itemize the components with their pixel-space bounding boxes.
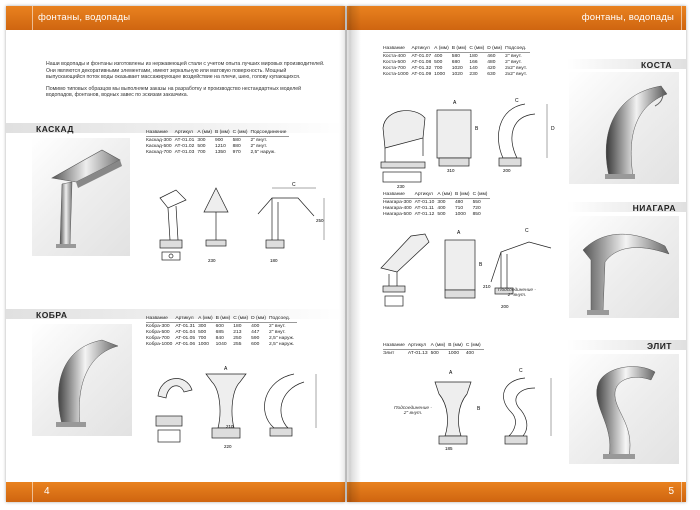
table-cell: АТ-01.07 [411,54,432,59]
table-cell: 400 [437,206,446,211]
kobra-title: КОБРА [36,310,68,320]
kobra-dim-a: A [224,366,228,372]
left-page-number: 4 [44,486,50,497]
table-cell: 180 [233,324,242,329]
kaskad-technical-drawings [146,178,336,273]
column-header: А (мм) [198,316,216,323]
table-cell: 590 [251,336,260,341]
table-cell: 2" внут. [250,138,268,143]
table-cell: 500 [197,144,206,149]
header-divider [32,6,33,30]
table-cell: АТ-01.03 [174,150,195,155]
niagara-connection-note: Подсоединение - 2" внут. [497,288,536,298]
table-row [146,335,297,341]
right-page-header [347,6,686,30]
left-page [6,6,345,502]
table-cell: 2x2" внут. [505,66,527,71]
table-cell: Кобра-1000 [146,342,173,347]
table-cell: 710 [454,206,464,211]
table-cell: 500 [430,351,439,356]
column-header: В (мм) [215,130,233,137]
table-row [383,350,484,357]
right-page-number: 5 [668,486,674,497]
elit-spec-table [383,343,484,356]
table-cell: 2" внут. [250,144,268,149]
column-header: Артикул [415,192,438,199]
table-cell: 300 [197,138,206,143]
table-cell: Каскад-700 [146,150,172,155]
kobra-technical-drawings [146,366,336,461]
niagara-spec-table [383,192,490,217]
table-cell: 1000 [454,212,466,217]
table-cell: 1020 [451,72,463,77]
table-cell: АТ-01.12 [414,212,435,217]
table-cell: 166 [469,60,478,65]
elit-connection-note: Подсоединение - 2" внут. [393,406,432,416]
table-cell: 500 [198,330,207,335]
niagara-dim-a: A [457,230,461,236]
kosta-section-bar [567,59,686,69]
column-header: С (мм) [473,192,491,199]
kaskad-photo [32,138,130,256]
table-cell: 2" внут. [269,330,286,335]
table-cell: 460 [487,54,496,59]
intro-paragraph-2: Помимо типовых образцов мы выполняем заказы на разработку и производство нестандартных моделей водопадов, фонтанов, водных завес по эскизам заказчика. [46,85,302,99]
kosta-dim-310: 310 [447,168,455,173]
left-header-title: фонтаны, водопады [38,12,131,23]
table-cell: Элит [383,351,395,356]
table-cell: 1040 [215,342,227,347]
column-header: Артикул [175,130,198,137]
kobra-dim-210: 210 [226,424,234,429]
table-cell: 230 [469,72,478,77]
column-header: Артикул [411,46,434,53]
column-header: А (мм) [197,130,215,137]
table-cell: АТ-01.06 [175,342,196,347]
table-cell: 600 [215,324,224,329]
elit-dim-b: B [477,406,481,412]
table-cell: АТ-01.01 [174,138,195,143]
table-cell: АТ-01.10 [414,200,435,205]
table-row [146,329,297,335]
footer-divider [681,482,682,502]
table-cell: Коста-500 [383,60,406,65]
table-cell: 580 [232,138,241,143]
niagara-dim-210: 210 [483,284,491,289]
table-row [146,341,297,347]
table-row [146,149,289,155]
table-cell: АТ-01.02 [174,144,195,149]
column-header: Название [383,343,408,350]
table-cell: Каскад-300 [146,138,172,143]
table-cell: 1000 [198,342,209,347]
kosta-technical-drawings [375,96,565,196]
table-row [383,59,530,65]
table-cell: 1000 [434,72,446,77]
niagara-dim-b: B [479,262,483,268]
table-row [383,205,490,211]
column-header: В (мм) [455,192,473,199]
column-header: Артикул [175,316,198,323]
right-header-title: фонтаны, водопады [581,12,674,23]
table-cell: 1000 [448,351,460,356]
column-header: Название [146,316,175,323]
kosta-spec-table [383,46,530,77]
table-cell: Ниагара-500 [383,212,412,217]
table-cell: АТ-01.13 [407,351,428,356]
table-row [146,323,297,330]
table-cell: 840 [215,336,224,341]
column-header: С (мм) [233,130,251,137]
table-cell: 700 [434,66,443,71]
table-cell: АТ-01.05 [175,336,196,341]
table-cell: 400 [434,54,443,59]
column-header: Артикул [408,343,431,350]
table-cell: Ниагара-300 [383,200,412,205]
niagara-dim-c: C [525,228,529,234]
elit-dim-a: A [449,370,453,376]
kaskad-dim-230: 230 [208,258,216,263]
table-row [383,199,490,206]
table-cell: 300 [198,324,207,329]
kaskad-spec-table [146,130,289,155]
column-header: Подсоед. [505,46,530,53]
kaskad-dim-180: 180 [270,258,278,263]
table-cell: 600 [251,342,260,347]
table-cell: 2x2" внут. [505,72,527,77]
table-row [383,53,530,60]
column-header: Название [383,192,415,199]
column-header: Подсоед. [269,316,297,323]
table-cell: АТ-01.09 [411,72,432,77]
elit-title: ЭЛИТ [647,341,672,351]
table-cell: 447 [251,330,260,335]
table-cell: 250 [233,336,242,341]
table-cell: 900 [214,138,224,143]
table-cell: АТ-01.32 [411,66,432,71]
column-header: А (мм) [431,343,449,350]
column-header: А (мм) [434,46,452,53]
kosta-dim-c: C [515,98,519,104]
column-header: С (мм) [233,316,251,323]
kaskad-title: КАСКАД [36,124,74,134]
right-page [347,6,686,502]
table-row [383,211,490,217]
column-header: В (мм) [452,46,470,53]
kobra-photo [32,324,132,436]
table-cell: 850 [472,212,481,217]
table-cell: 2,5" наруж. [269,342,295,347]
right-page-footer [347,482,686,502]
table-cell: 400 [465,351,474,356]
kosta-dim-b: B [475,126,479,132]
column-header: D (мм) [487,46,505,53]
table-cell: АТ-01.08 [411,60,432,65]
table-cell: 2,5" наруж. [250,150,276,155]
table-cell: 550 [472,200,481,205]
table-cell: 720 [472,206,481,211]
niagara-section-bar [567,202,686,212]
table-cell: 500 [434,60,443,65]
niagara-title: НИАГАРА [632,203,676,213]
table-cell: 2,5" наруж. [269,336,295,341]
kobra-dim-220: 220 [224,444,232,449]
table-row [383,65,530,71]
table-cell: АТ-01.31 [175,324,196,329]
left-page-footer [6,482,345,502]
column-header: А (мм) [437,192,455,199]
elit-photo [569,354,679,464]
kobra-spec-table [146,316,297,347]
kosta-photo [569,72,679,184]
table-cell: АТ-01.11 [414,206,434,211]
table-cell: 213 [233,330,242,335]
table-cell: 1020 [451,66,463,71]
kosta-dim-d: D [551,126,555,132]
column-header: В (мм) [448,343,466,350]
column-header: D (мм) [251,316,269,323]
column-header: В (мм) [216,316,234,323]
table-cell: Кобра-300 [146,324,170,329]
table-cell: Коста-1000 [383,72,409,77]
kosta-dim-200: 200 [503,168,511,173]
table-cell: Кобра-700 [146,336,170,341]
table-cell: Ниагара-400 [383,206,412,211]
table-cell: Каскад-500 [146,144,172,149]
kaskad-dim-250: 250 [316,218,324,223]
elit-section-bar [567,340,686,350]
niagara-photo [569,216,679,318]
kosta-dim-a: A [453,100,457,106]
table-cell: 2" внут. [269,324,286,329]
footer-divider [32,482,33,502]
header-divider [681,6,682,30]
elit-dim-c: C [519,368,523,374]
table-cell: 140 [469,66,478,71]
column-header: С (мм) [466,343,484,350]
left-page-header [6,6,345,30]
column-header: Название [146,130,175,137]
column-header: С (мм) [469,46,487,53]
table-cell: 580 [451,54,460,59]
table-cell: 680 [451,60,460,65]
table-cell: 400 [251,324,260,329]
kosta-dim-230: 230 [397,184,405,189]
niagara-technical-drawings [375,222,565,318]
table-cell: 2" внут. [505,60,522,65]
kosta-title: КОСТА [640,60,672,70]
table-cell: 630 [487,72,496,77]
table-cell: 970 [232,150,241,155]
table-cell: 480 [487,60,496,65]
table-cell: 255 [233,342,242,347]
table-cell: 700 [198,336,207,341]
table-cell: 420 [487,66,496,71]
table-cell: Коста-400 [383,54,406,59]
table-cell: Кобра-500 [146,330,170,335]
table-cell: 1350 [214,150,226,155]
intro-paragraph-1: Наши водопады и фонтаны изготовлены из нержавеющей стали с учетом опыта лучших мировых производителей. Они являются декоративными элементами, имеют зеркальную или матовую поверхность. Мощный выпускающийся поток воды оказывает массажирующее воздействие на плечи, шею, голову купающихся. [46,61,325,81]
table-cell: 300 [437,200,446,205]
table-cell: 480 [454,200,464,205]
niagara-dim-200: 200 [501,304,509,309]
table-cell: Коста-700 [383,66,406,71]
column-header: Подсоединение [250,130,289,137]
column-header: Название [383,46,411,53]
elit-dim-185: 185 [445,446,453,451]
table-cell: 1210 [214,144,226,149]
table-cell: 180 [469,54,478,59]
table-cell: 700 [197,150,206,155]
table-row [383,71,530,77]
table-cell: 500 [437,212,446,217]
table-cell: АТ-01.04 [175,330,196,335]
intro-text [46,61,326,104]
kaskad-dim-c: C [292,182,296,188]
table-cell: 685 [215,330,224,335]
table-cell: 2" внут. [505,54,522,59]
table-cell: 880 [232,144,241,149]
